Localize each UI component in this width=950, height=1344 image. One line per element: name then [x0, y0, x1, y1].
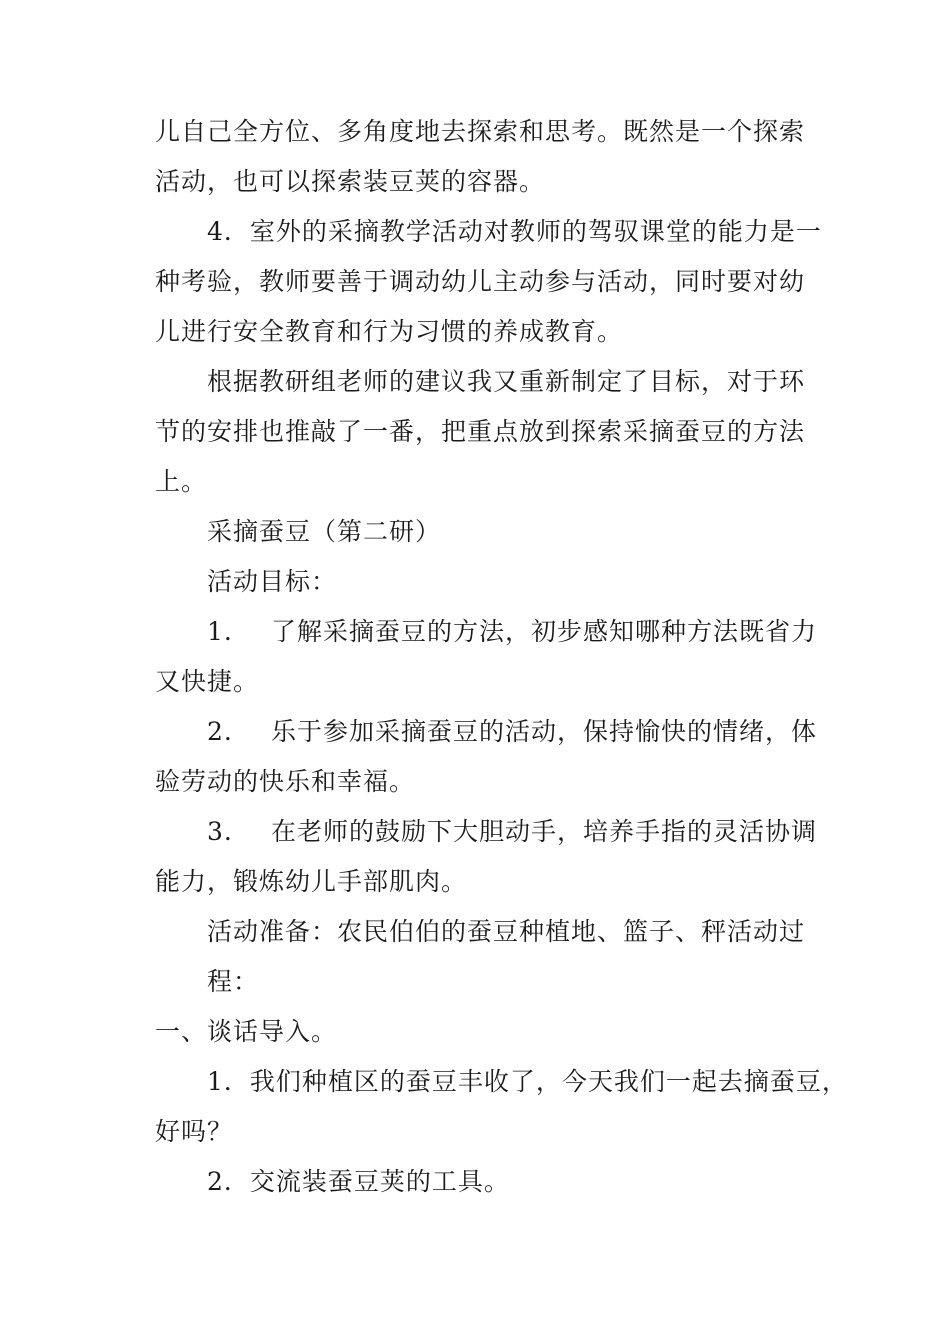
text-line: 上。: [155, 467, 208, 496]
text-line: 程：: [207, 967, 260, 996]
text-line: 4．室外的采摘教学活动对教师的驾驭课堂的能力是一: [207, 217, 822, 246]
text-line: 验劳动的快乐和幸福。: [155, 767, 416, 796]
text-line: 活动，也可以探索装豆荚的容器。: [155, 167, 546, 196]
text-line: 好吗？: [155, 1117, 234, 1146]
text-line: 又快捷。: [155, 667, 260, 696]
item-text: 乐于参加采摘蚕豆的活动，保持愉快的情绪，体: [271, 717, 818, 746]
section-title: 采摘蚕豆（第二研）: [207, 517, 442, 546]
text-line: 能力，锻炼幼儿手部肌肉。: [155, 867, 468, 896]
item-number: 1.: [207, 617, 233, 646]
text-line: 儿进行安全教育和行为习惯的养成教育。: [155, 317, 624, 346]
item-text: 了解采摘蚕豆的方法，初步感知哪种方法既省力: [271, 617, 818, 646]
item-number: 2.: [207, 717, 233, 746]
text-line: 2．交流装蚕豆荚的工具。: [207, 1167, 510, 1196]
item-number: 3.: [207, 817, 233, 846]
text-line: 1．我们种植区的蚕豆丰收了，今天我们一起去摘蚕豆，: [207, 1067, 848, 1096]
text-line: 节的安排也推敲了一番，把重点放到探索采摘蚕豆的方法: [155, 417, 806, 446]
objective-item: [207, 717, 817, 747]
section-heading: 一、谈话导入。: [155, 1017, 338, 1046]
text-line: 活动准备：农民伯伯的蚕豆种植地、篮子、秤活动过: [207, 917, 806, 946]
objective-item: [207, 817, 817, 847]
text-line: 根据教研组老师的建议我又重新制定了目标，对于环: [207, 367, 806, 396]
text-line: 儿自己全方位、多角度地去探索和思考。既然是一个探索: [155, 117, 806, 146]
text-line: 种考验，教师要善于调动幼儿主动参与活动，同时要对幼: [155, 267, 806, 296]
section-heading: 活动目标：: [207, 567, 338, 596]
item-text: 在老师的鼓励下大胆动手，培养手指的灵活协调: [271, 817, 818, 846]
objective-item: [207, 617, 817, 647]
